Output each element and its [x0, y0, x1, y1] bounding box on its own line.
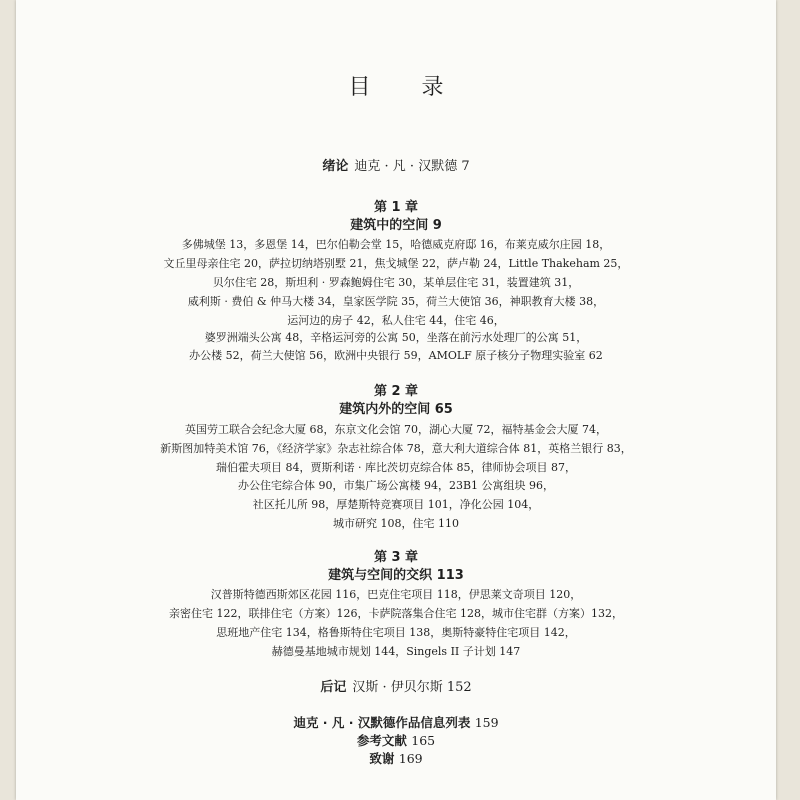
- page-title: 目 录: [348, 75, 466, 100]
- chapter-2-line: 社区托儿所 98，厚楚斯特竞赛项目 101，净化公园 104，: [252, 498, 540, 511]
- afterword-entry: [16, 676, 776, 695]
- chapter-3-title: 建筑与空间的交织 113: [328, 568, 464, 583]
- intro-label: 绪论: [322, 159, 349, 174]
- book-page: [16, 0, 776, 800]
- endmatter-label: 迪克 · 凡 · 汉默德作品信息列表: [293, 715, 471, 730]
- chapter-1-line: 多佛城堡 13，多恩堡 14，巴尔伯勒会堂 15，哈德威克府邸 16，布莱克威尔庄园 18，: [181, 238, 611, 251]
- chapter-3-line: 赫德曼基地城市规划 144，Singels II 子计划 147: [271, 645, 521, 658]
- intro-entry: [16, 155, 776, 174]
- chapter-1-title: 建筑中的空间 9: [350, 218, 442, 233]
- chapter-2-number: 第 2 章: [373, 384, 419, 399]
- chapter-3-line: 汉普斯特德西斯郊区花园 116，巴克住宅项目 118，伊思莱文奇项目 120，: [210, 588, 582, 601]
- chapter-2-line: 城市研究 108，住宅 110: [333, 517, 459, 530]
- endmatter-works-list: [16, 713, 776, 731]
- chapter-2-title: 建筑内外的空间 65: [339, 402, 453, 417]
- chapter-2-line: 新斯图加特美术馆 76，《经济学家》杂志社综合体 78，意大利大道综合体 81，英格兰银行 83，: [160, 442, 632, 455]
- chapter-2-line: 办公住宅综合体 90，市集广场公寓楼 94，23B1 公寓组块 96，: [237, 479, 555, 492]
- chapter-1-line: 运河边的房子 42，私人住宅 44，住宅 46，: [287, 314, 505, 327]
- endmatter-page: 159: [474, 715, 499, 730]
- chapter-3-number: 第 3 章: [373, 550, 419, 565]
- endmatter-label: 致谢: [369, 751, 395, 766]
- intro-text: 迪克 · 凡 · 汉默德 7: [354, 159, 470, 174]
- chapter-3-line: 思班地产住宅 134，格鲁斯特住宅项目 138，奥斯特豪特住宅项目 142，: [216, 626, 576, 639]
- chapter-1-line: 办公楼 52，荷兰大使馆 56，欧洲中央银行 59，AMOLF 原子核分子物理实验室 62: [189, 349, 603, 362]
- endmatter-acknowledgements: [16, 749, 776, 767]
- chapter-1-line: 贝尔住宅 28，斯坦利 · 罗森鲍姆住宅 30，某单层住宅 31，装置建筑 31，: [212, 276, 580, 289]
- afterword-text: 汉斯 · 伊贝尔斯 152: [352, 680, 472, 695]
- chapter-1-number: 第 1 章: [373, 200, 419, 215]
- endmatter-page: 169: [398, 751, 423, 766]
- endmatter-references: [16, 731, 776, 749]
- afterword-label: 后记: [320, 680, 347, 695]
- chapter-2-line: 瑞伯霍夫项目 84，贾斯利诺 · 库比茨切克综合体 85，律师协会项目 87，: [216, 461, 576, 474]
- endmatter-label: 参考文献: [356, 733, 407, 748]
- chapter-1-line: 文丘里母亲住宅 20，萨拉切纳塔别墅 21，焦戈城堡 22，萨卢勒 24，Little Thakeham 25，: [163, 257, 629, 270]
- chapter-1-line: 婆罗洲端头公寓 48，辛格运河旁的公寓 50，坐落在前污水处理厂的公寓 51，: [204, 331, 588, 344]
- chapter-2-line: 英国劳工联合会纪念大厦 68，东京文化会馆 70，湖心大厦 72，福特基金会大厦 74，: [185, 423, 607, 436]
- chapter-3-line: 亲密住宅 122，联排住宅（方案）126，卡萨院落集合住宅 128，城市住宅群（方案）132，: [169, 607, 623, 620]
- chapter-1-line: 威利斯 · 费伯 & 仲马大楼 34，皇家医学院 35，荷兰大使馆 36，神职教育大楼 38，: [187, 295, 605, 308]
- endmatter-page: 165: [411, 733, 436, 748]
